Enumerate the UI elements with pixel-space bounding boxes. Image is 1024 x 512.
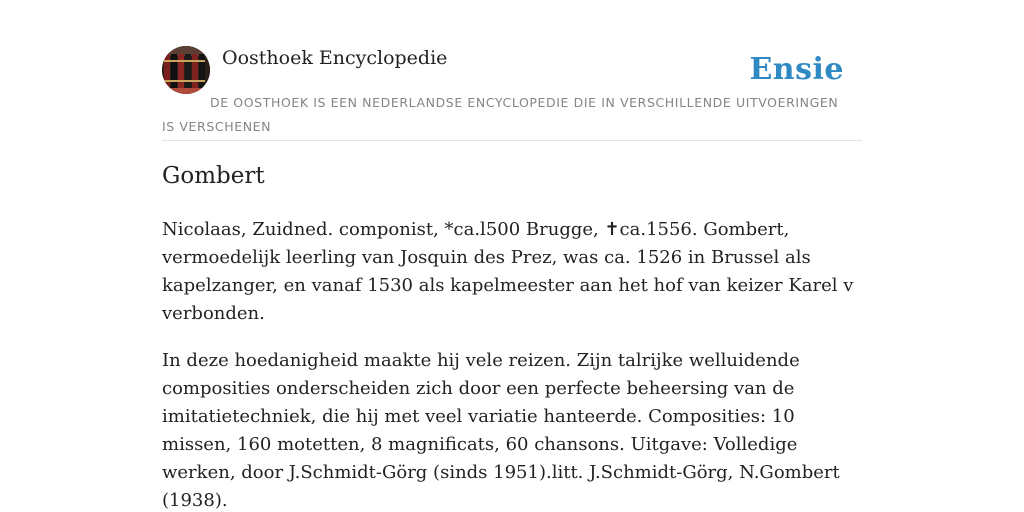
article-paragraph: Nicolaas, Zuidned. componist, *ca.l500 Brugge, ✝ca.1556. Gombert, vermoedelijk leerling van Josquin des Prez, was ca. 1526 in Brussel als kapelzanger, en vanaf 1530 als kapelmeester aan het hof van keizer Karel v verbonden.	[162, 219, 854, 324]
article-body	[162, 216, 867, 512]
source-header	[162, 46, 862, 141]
encyclopedia-books-icon	[162, 46, 210, 94]
source-title[interactable]: Oosthoek Encyclopedie	[222, 47, 448, 69]
article-paragraph: In deze hoedanigheid maakte hij vele reizen. Zijn talrijke welluidende composities onderscheiden zich door een perfecte beheersing van de imitatietechniek, die hij met veel variatie hanteerde. Composities: 10 missen, 160 motetten, 8 magnificats, 60 chansons. Uitgave: Volledige werken, door J.Schmidt-Görg (sinds 1951).litt. J.Schmidt-Görg, N.Gombert (1938).	[162, 350, 840, 511]
brand-logo[interactable]: Ensie	[749, 52, 844, 87]
source-avatar[interactable]	[162, 46, 210, 94]
article-title: Gombert	[162, 163, 265, 189]
source-description: DE OOSTHOEK IS EEN NEDERLANDSE ENCYCLOPEDIE DIE IN VERSCHILLENDE UITVOERINGEN IS VERSCHENEN	[162, 95, 839, 134]
